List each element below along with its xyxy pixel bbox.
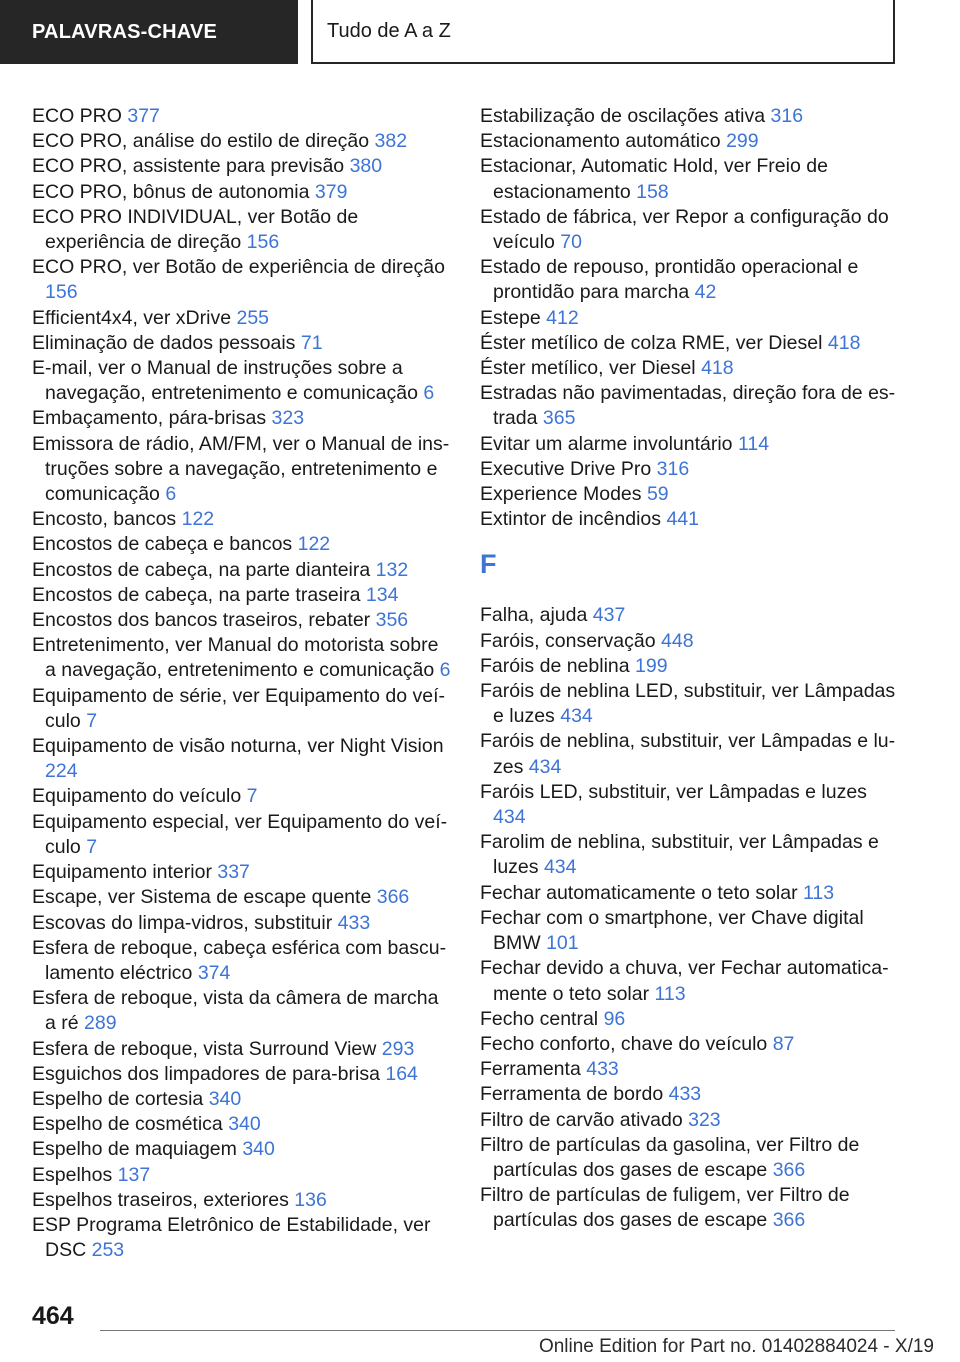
index-entry [32,532,452,557]
page-reference-link[interactable]: 255 [236,306,270,329]
index-entry [480,457,900,482]
section-title-tab [311,0,895,64]
index-entry [480,1133,900,1183]
entry-text: Espelho de cortesia [32,1087,204,1110]
entry-text: Esfera de reboque, vista Surround View [32,1037,377,1060]
page-reference-link[interactable]: 433 [337,911,371,934]
index-entry [480,154,900,204]
index-entry [480,1108,900,1133]
page-reference-link[interactable]: 134 [365,583,399,606]
entry-text: Faróis de neblina, substituir, ver Lâmpadas e luzes [480,730,896,778]
entry-text: Escovas do limpa-vidros, substituir [32,911,333,934]
entry-text: Escape, ver Sistema de escape quente [32,886,372,909]
index-column-right [480,104,900,1234]
entry-text: Espelhos [32,1163,113,1186]
index-entry [480,1082,900,1107]
section-title: Tudo de A a Z [327,19,451,42]
entry-text: Executive Drive Pro [480,457,652,480]
entry-text: Filtro de partículas da gasolina, ver Filtro de partículas dos gases de escape [480,1133,860,1181]
page-reference-link[interactable]: 356 [375,609,409,632]
index-entry [32,608,452,633]
entry-text: Equipamento do veículo [32,785,242,808]
entry-text: Estado de fábrica, ver Repor a configuração do veículo [480,205,889,254]
index-entry [480,1007,900,1032]
entry-text: Fechar com o smartphone, ver Chave digital BMW [480,906,864,955]
index-entry [32,432,452,508]
entry-text: Encostos de cabeça, na parte dianteira [32,558,371,581]
index-entry [32,255,452,305]
page-number: 464 [32,1302,74,1330]
entry-text: Faróis LED, substituir, ver Lâmpadas e luzes [480,780,867,803]
entry-text: ECO PRO, bônus de autonomia [32,180,310,203]
page-reference-link[interactable]: 87 [772,1032,795,1055]
index-entry [32,356,452,406]
page-reference-link[interactable]: 299 [726,130,759,153]
page-reference-link[interactable]: 441 [666,508,699,531]
index-group-e [480,104,900,532]
page-reference-link[interactable]: 7 [86,709,98,732]
page-reference-link[interactable]: 6 [165,483,177,506]
index-entry [480,129,900,154]
index-entry [480,1183,900,1233]
page-reference-link[interactable]: 113 [803,881,835,904]
entry-text: Ferramenta [480,1058,581,1081]
entry-text: Faróis, conservação [480,629,656,652]
index-entry [32,331,452,356]
entry-text: Embaçamento, pára-brisas [32,407,267,430]
index-entry [32,507,452,532]
index-entry [32,306,452,331]
index-entry [480,205,900,255]
entry-text: Estado de repouso, prontidão operacional e prontidão para marcha [480,256,859,304]
entry-text: Estepe [480,306,541,329]
page-reference-link[interactable]: 136 [294,1188,327,1211]
page-reference-link[interactable]: 366 [376,886,410,909]
index-entry [32,784,452,809]
index-entry [32,558,452,583]
index-entry [32,154,452,179]
index-entry [480,356,900,381]
entry-text: ECO PRO INDIVIDUAL, ver Botão de experiência de direção [32,205,359,254]
page-reference-link[interactable]: 96 [603,1007,626,1030]
index-entry [480,381,900,431]
index-entry [32,583,452,608]
entry-text: Encostos de cabeça e bancos [32,533,293,556]
section-letter: F [480,549,497,580]
page-reference-link[interactable]: 293 [381,1037,415,1060]
index-entry [32,104,452,129]
index-entry [480,331,900,356]
index-entry [32,180,452,205]
page-reference-link[interactable]: 6 [439,659,451,682]
index-entry [32,1037,452,1062]
entry-text: Estradas não pavimentadas, direção fora de estrada [480,382,896,430]
index-entry [32,1087,452,1112]
index-entry [32,1112,452,1137]
page-reference-link[interactable]: 6 [423,382,435,405]
page-reference-link[interactable]: 340 [208,1087,242,1110]
page-reference-link[interactable]: 199 [635,654,668,677]
page-reference-link[interactable]: 433 [668,1083,702,1106]
index-entry [480,1032,900,1057]
index-entry [32,129,452,154]
entry-text: ESP Programa Eletrônico de Estabilidade, ver DSC [32,1213,431,1262]
entry-text: Filtro de carvão ativado [480,1108,683,1131]
entry-text: Espelhos traseiros, exteriores [32,1188,289,1211]
index-entry [32,1062,452,1087]
index-entry [480,956,900,1006]
entry-text: Éster metílico de colza RME, ver Diesel [480,331,823,354]
page-reference-link[interactable]: 340 [242,1138,275,1161]
entry-text: Espelho de cosmética [32,1113,223,1136]
page-reference-link[interactable]: 366 [772,1209,806,1232]
entry-text: Emissora de rádio, AM/FM, ver o Manual de instruções sobre a navegação, entretenimento e comunicação [32,432,450,506]
entry-text: ECO PRO, ver Botão de experiência de direção [32,256,445,279]
page-reference-link[interactable]: 70 [560,231,582,254]
index-entry [480,507,900,532]
index-entry [32,1188,452,1213]
page-reference-link[interactable]: 412 [546,306,579,329]
entry-text: Efficient4x4, ver xDrive [32,306,232,329]
index-entry [480,432,900,457]
page-reference-link[interactable]: 42 [694,281,717,304]
page-reference-link[interactable]: 71 [300,331,323,354]
entry-text: Filtro de partículas de fuligem, ver Filtro de partículas dos gases de escape [480,1184,850,1232]
entry-text: ECO PRO [32,105,122,127]
page-reference-link[interactable]: 323 [688,1108,721,1131]
footer-rule [100,1330,895,1331]
entry-text: Equipamento interior [32,861,212,884]
page-reference-link[interactable]: 101 [546,932,579,955]
index-entry [480,482,900,507]
entry-text: Equipamento especial, ver Equipamento do veículo [32,810,448,858]
entry-text: Fechar devido a chuva, ver Fechar automaticamente o teto solar [480,957,889,1005]
entry-text: Fechar automaticamente o teto solar [480,881,798,904]
entry-text: Fecho central [480,1007,599,1030]
page-reference-link[interactable]: 434 [493,806,526,829]
entry-text: ECO PRO, assistente para previsão [32,155,345,178]
page-reference-link[interactable]: 380 [349,155,383,178]
page-reference-link[interactable]: 113 [654,982,686,1005]
entry-text: Estacionar, Automatic Hold, ver Freio de estacionamento [480,155,828,203]
index-entry [32,406,452,431]
page-reference-link[interactable]: 316 [770,105,804,127]
index-entry [480,729,900,779]
entry-text: Estabilização de oscilações ativa [480,105,766,127]
page-reference-link[interactable]: 164 [385,1062,418,1085]
page-reference-link[interactable]: 156 [246,231,280,254]
entry-text: Faróis de neblina LED, substituir, ver Lâmpadas e luzes [480,680,896,728]
entry-text: Éster metílico, ver Diesel [480,357,696,380]
entry-text: Espelho de maquiagem [32,1138,237,1161]
page-reference-link[interactable]: 7 [246,785,258,808]
entry-text: E-mail, ver o Manual de instruções sobre a navegação, entretenimento e comunicação [32,357,418,405]
page-reference-link[interactable]: 433 [586,1058,619,1081]
page-reference-link[interactable]: 448 [661,629,694,652]
page-reference-link[interactable]: 289 [84,1012,117,1035]
index-group-f [480,603,900,1233]
page-reference-link[interactable]: 316 [656,457,690,480]
index-entry [480,255,900,305]
index-entry [480,830,900,880]
entry-text: Ferramenta de bordo [480,1083,664,1106]
page-reference-link[interactable]: 382 [374,130,408,153]
entry-text: Esguichos dos limpadores de para-brisa [32,1062,380,1085]
index-entry [480,629,900,654]
index-entry [32,205,452,255]
page-reference-link[interactable]: 340 [228,1113,261,1136]
entry-text: Esfera de reboque, cabeça esférica com basculamento eléctrico [32,936,447,984]
page-reference-link[interactable]: 366 [772,1158,806,1181]
entry-text: Equipamento de visão noturna, ver Night Vision [32,735,444,758]
edition-text: Online Edition for Part no. 01402884024 - X/19 [538,1336,934,1357]
entry-text: Encosto, bancos [32,508,177,531]
entry-text: Farolim de neblina, substituir, ver Lâmpadas e luzes [480,831,879,879]
page-reference-link[interactable]: 434 [543,856,577,879]
entry-text: Experience Modes [480,483,642,506]
page-reference-link[interactable]: 7 [86,835,98,858]
entry-text: Fecho conforto, chave do veículo [480,1032,768,1055]
entry-text: Entretenimento, ver Manual do motorista sobre a navegação, entretenimento e comunicação [32,634,439,682]
section-tab [0,0,298,64]
index-entry [480,603,900,628]
page-reference-link[interactable]: 132 [375,558,409,581]
index-entry [32,936,452,986]
page-reference-link[interactable]: 379 [314,180,348,203]
page-reference-link[interactable]: 418 [827,331,861,354]
index-entry [480,104,900,129]
index-entry [480,306,900,331]
page-reference-link[interactable]: 374 [197,961,231,984]
entry-text: Estacionamento automático [480,130,721,153]
page-reference-link[interactable]: 224 [45,760,78,783]
index-column-left [32,104,452,1263]
index-entry [480,1057,900,1082]
page-reference-link[interactable]: 59 [646,483,669,506]
index-entry [480,654,900,679]
page-reference-link[interactable]: 122 [181,508,215,531]
page-reference-link[interactable]: 434 [528,755,562,778]
entry-text: Esfera de reboque, vista da câmera de marcha a ré [32,987,439,1035]
entry-text: ECO PRO, análise do estilo de direção [32,130,370,153]
index-entry [32,633,452,683]
page-reference-link[interactable]: 158 [636,180,669,203]
page-reference-link[interactable]: 253 [91,1239,125,1262]
page-reference-link[interactable]: 437 [592,604,626,627]
entry-text: Encostos dos bancos traseiros, rebater [32,609,371,632]
page-reference-link[interactable]: 418 [701,357,734,380]
entry-text: Encostos de cabeça, na parte traseira [32,583,361,606]
page-reference-link[interactable]: 122 [297,533,331,556]
entry-text: Eliminação de dados pessoais [32,331,296,354]
section-label: PALAVRAS-CHAVE [32,20,218,43]
index-entry [32,885,452,910]
index-entry [32,810,452,860]
index-entry [32,1163,452,1188]
page-reference-link[interactable]: 114 [737,432,770,455]
entry-text: Faróis de neblina [480,654,630,677]
page-reference-link[interactable]: 323 [271,407,305,430]
index-entry [32,1137,452,1162]
page-reference-link[interactable]: 365 [542,407,576,430]
index-entry [32,911,452,936]
index-entry [32,986,452,1036]
index-entry [480,906,900,956]
index-entry [32,1213,452,1263]
entry-text: Equipamento de série, ver Equipamento do veículo [32,684,446,732]
page-reference-link[interactable]: 377 [127,105,160,127]
index-entry [480,881,900,906]
index-entry [32,684,452,734]
index-entry [32,734,452,784]
page-reference-link[interactable]: 137 [117,1163,151,1186]
index-entry [480,780,900,830]
index-entry [480,679,900,729]
index-entry [32,860,452,885]
entry-text: Falha, ajuda [480,604,588,627]
page-reference-link[interactable]: 434 [560,705,593,728]
page-reference-link[interactable]: 156 [45,281,78,304]
page-reference-link[interactable]: 337 [217,861,250,884]
entry-text: Evitar um alarme involuntário [480,432,733,455]
entry-text: Extintor de incêndios [480,508,662,531]
